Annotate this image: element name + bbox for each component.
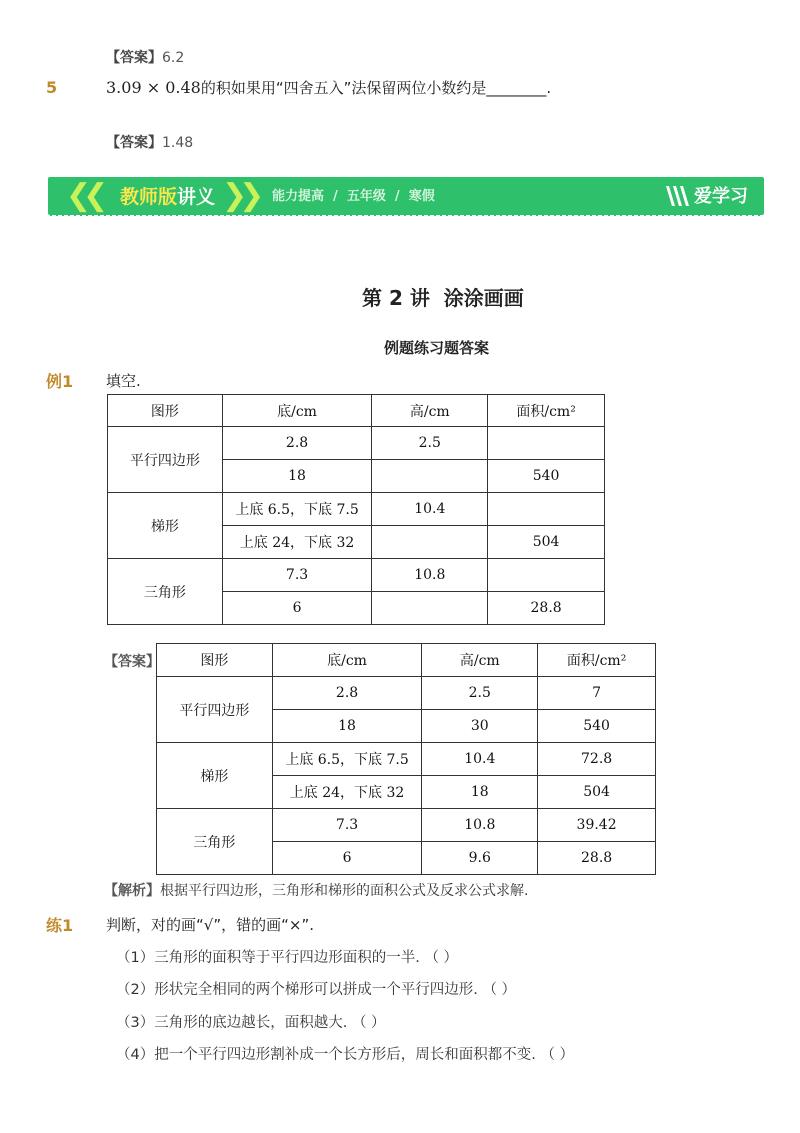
- table-row: [108, 493, 605, 526]
- table-cell: 72.8: [538, 743, 656, 776]
- shape-cell: 三角形: [108, 559, 223, 625]
- question-number: 5: [46, 78, 58, 97]
- analysis-label: 【解析】: [104, 883, 160, 899]
- practice-prompt: 判断，对的画“√”，错的画“×”.: [106, 916, 314, 934]
- analysis-line: [104, 880, 528, 900]
- table-header-row: [157, 644, 656, 677]
- table-cell: 9.6: [422, 842, 538, 875]
- table-row: [157, 677, 656, 710]
- table-row: [157, 809, 656, 842]
- section-title: 例题练习题答案: [384, 339, 490, 357]
- answer-table-label: 【答案】: [104, 654, 160, 670]
- question-5-text: [106, 77, 551, 98]
- shape-cell: 梯形: [157, 743, 273, 809]
- table-cell: 10.8: [372, 559, 488, 592]
- table-cell: 2.8: [222, 427, 372, 460]
- table-cell: 2.5: [372, 427, 488, 460]
- table-cell: [372, 592, 488, 625]
- practice-item: （2）形状完全相同的两个梯形可以拼成一个平行四边形. （ ）: [116, 982, 517, 998]
- shape-cell: 梯形: [108, 493, 223, 559]
- practice-item: （1）三角形的面积等于平行四边形面积的一半. （ ）: [116, 950, 459, 966]
- practice-item: （3）三角形的底边越长，面积越大. （ ）: [116, 1015, 386, 1031]
- table-cell: 18: [222, 460, 372, 493]
- banner-title-notes: 讲义: [177, 186, 216, 208]
- table-cell: [372, 460, 488, 493]
- table-cell: 10.8: [422, 809, 538, 842]
- table-cell: [488, 559, 605, 592]
- table-cell: [372, 526, 488, 559]
- table-row: [108, 427, 605, 460]
- table-cell: 7.3: [222, 559, 372, 592]
- table-cell: 504: [488, 526, 605, 559]
- practice-item: （4）把一个平行四边形割补成一个长方形后，周长和面积都不变. （ ）: [116, 1047, 575, 1063]
- question-math: 3.09 × 0.48: [106, 78, 201, 97]
- example-label: 例1: [46, 372, 74, 391]
- logo-mark-icon: [664, 184, 692, 212]
- header-cell: 图形: [157, 644, 273, 677]
- table-cell: 上底 24，下底 32: [272, 776, 422, 809]
- example-table: [107, 394, 605, 625]
- lecture-title: 第 2 讲 涂涂画画: [362, 286, 524, 310]
- question-body: 的积如果用“四舍五入”法保留两位小数约是________.: [200, 79, 552, 97]
- table-cell: 39.42: [538, 809, 656, 842]
- table-cell: 上底 6.5，下底 7.5: [222, 493, 372, 526]
- answer-value: 1.48: [162, 135, 194, 151]
- table-cell: 10.4: [422, 743, 538, 776]
- table-cell: 540: [538, 710, 656, 743]
- practice-label: 练1: [46, 916, 74, 935]
- table-cell: 504: [538, 776, 656, 809]
- table-cell: 7.3: [272, 809, 422, 842]
- banner-title: [120, 178, 215, 216]
- chevron-left-icon: ❮❮: [66, 178, 101, 213]
- banner-title-teacher: 教师版: [120, 186, 178, 208]
- table-header-row: [108, 395, 605, 427]
- table-cell: 7: [538, 677, 656, 710]
- header-cell: 高/cm: [422, 644, 538, 677]
- table-cell: 2.8: [272, 677, 422, 710]
- table-cell: 10.4: [372, 493, 488, 526]
- banner-breadcrumb: 能力提高 / 五年级 / 寒假: [272, 189, 435, 204]
- table-cell: 30: [422, 710, 538, 743]
- answer-value: 6.2: [162, 50, 185, 66]
- answer-line-1: [106, 47, 184, 67]
- table-cell: 上底 24，下底 32: [222, 526, 372, 559]
- table-cell: 540: [488, 460, 605, 493]
- table-cell: 2.5: [422, 677, 538, 710]
- table-row: [108, 559, 605, 592]
- table-cell: 上底 6.5，下底 7.5: [272, 743, 422, 776]
- table-cell: 18: [422, 776, 538, 809]
- table-cell: 28.8: [538, 842, 656, 875]
- shape-cell: 三角形: [157, 809, 273, 875]
- answer-label: 【答案】: [106, 50, 162, 66]
- logo-text: 爱学习: [694, 186, 748, 207]
- header-cell: 面积/cm²: [538, 644, 656, 677]
- table-cell: [488, 427, 605, 460]
- example-prompt: 填空.: [106, 372, 141, 390]
- answer-label: 【答案】: [106, 135, 162, 151]
- table-row: [157, 743, 656, 776]
- header-cell: 高/cm: [372, 395, 488, 427]
- table-cell: 6: [272, 842, 422, 875]
- header-cell: 面积/cm²: [488, 395, 605, 427]
- shape-cell: 平行四边形: [108, 427, 223, 493]
- answer-table: [156, 643, 656, 875]
- answer-line-2: [106, 132, 193, 152]
- table-cell: 18: [272, 710, 422, 743]
- chevron-right-icon: ❯❯: [222, 178, 257, 213]
- table-cell: 28.8: [488, 592, 605, 625]
- table-cell: 6: [222, 592, 372, 625]
- table-cell: [488, 493, 605, 526]
- header-cell: 图形: [108, 395, 223, 427]
- header-cell: 底/cm: [272, 644, 422, 677]
- header-cell: 底/cm: [222, 395, 372, 427]
- shape-cell: 平行四边形: [157, 677, 273, 743]
- analysis-text: 根据平行四边形，三角形和梯形的面积公式及反求公式求解.: [160, 883, 529, 899]
